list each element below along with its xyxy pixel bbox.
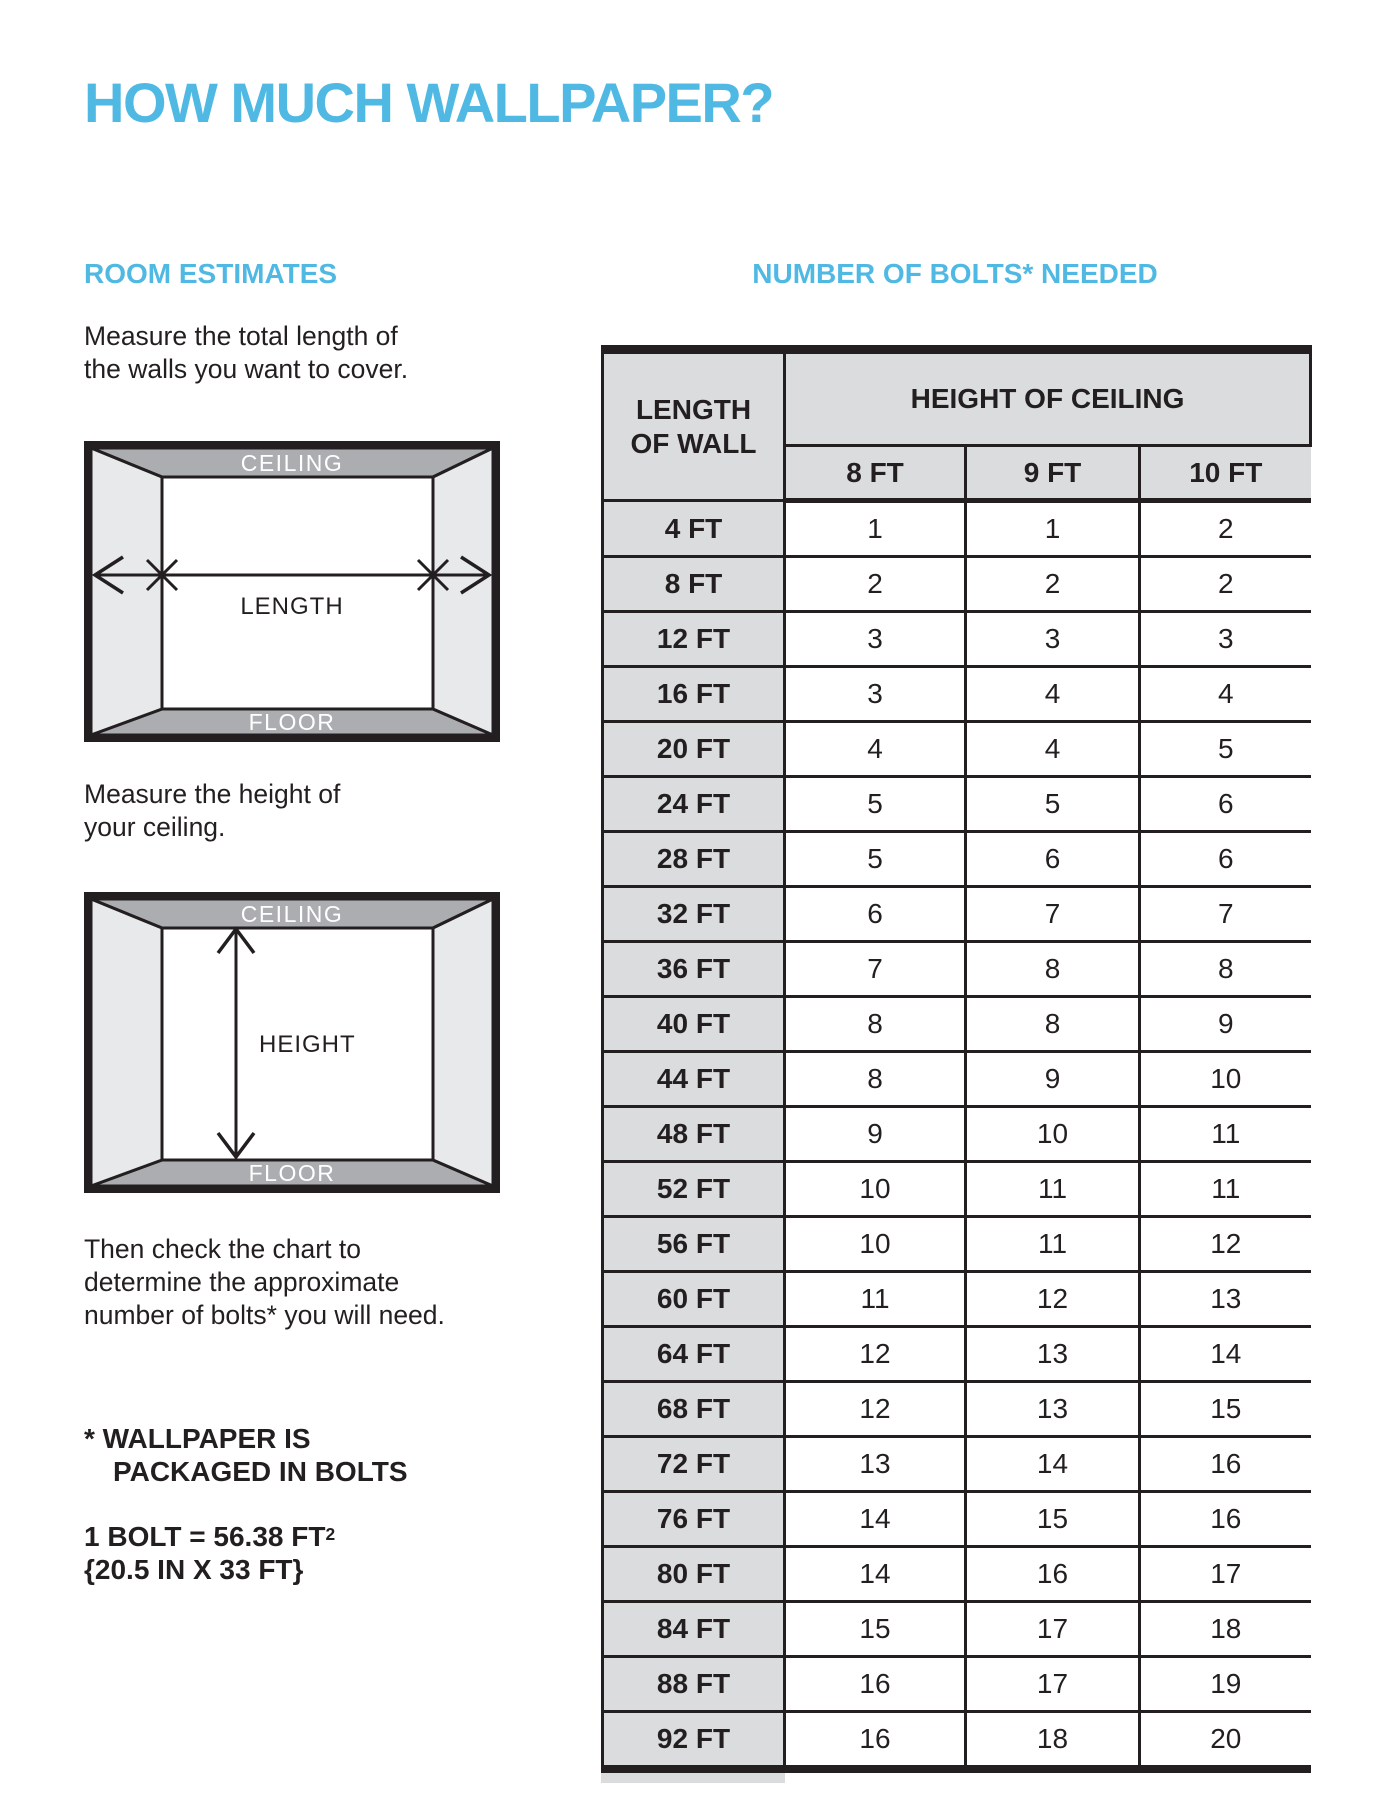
- table-row: [603, 1712, 1311, 1770]
- bolts-10ft-cell: 5: [1140, 722, 1311, 777]
- wall-length-cell: 40 FT: [603, 997, 785, 1052]
- wall-length-cell: 84 FT: [603, 1602, 785, 1657]
- bolts-9ft-cell: 17: [966, 1657, 1140, 1712]
- ceiling-label: CEILING: [240, 450, 344, 476]
- bolts-table-container: [601, 345, 1309, 1783]
- wall-length-cell: 20 FT: [603, 722, 785, 777]
- bolts-8ft-cell: 9: [785, 1107, 966, 1162]
- wall-length-cell: 52 FT: [603, 1162, 785, 1217]
- instruction-line: Measure the total length of: [84, 321, 398, 351]
- wall-length-cell: 64 FT: [603, 1327, 785, 1382]
- table-group-header-row: [603, 350, 1311, 446]
- wall-length-cell: 12 FT: [603, 612, 785, 667]
- table-row: [603, 722, 1311, 777]
- bolts-10ft-cell: 2: [1140, 557, 1311, 612]
- bolts-8ft-cell: 12: [785, 1382, 966, 1437]
- bolts-9ft-cell: 3: [966, 612, 1140, 667]
- bolts-10ft-cell: 14: [1140, 1327, 1311, 1382]
- wall-length-cell: 72 FT: [603, 1437, 785, 1492]
- wall-length-cell: 88 FT: [603, 1657, 785, 1712]
- table-row: [603, 1107, 1311, 1162]
- bolts-8ft-cell: 14: [785, 1492, 966, 1547]
- wall-length-cell: 60 FT: [603, 1272, 785, 1327]
- bolts-10ft-cell: 11: [1140, 1162, 1311, 1217]
- bolts-8ft-cell: 2: [785, 557, 966, 612]
- table-row: [603, 942, 1311, 997]
- bolts-9ft-cell: 16: [966, 1547, 1140, 1602]
- bolts-needed-heading: NUMBER OF BOLTS* NEEDED: [752, 258, 1158, 289]
- instruction-line: your ceiling.: [84, 812, 226, 842]
- bolts-9ft-cell: 14: [966, 1437, 1140, 1492]
- bolts-8ft-cell: 15: [785, 1602, 966, 1657]
- instruction-measure-height: [84, 778, 340, 844]
- bolts-9ft-cell: 13: [966, 1327, 1140, 1382]
- packaging-footnote: [84, 1422, 408, 1488]
- table-row: [603, 1547, 1311, 1602]
- instruction-line: determine the approximate: [84, 1267, 400, 1297]
- bolts-9ft-cell: 18: [966, 1712, 1140, 1770]
- bolt-size-footnote: [84, 1518, 335, 1586]
- table-body: [603, 501, 1311, 1770]
- bolts-10ft-cell: 16: [1140, 1492, 1311, 1547]
- wall-length-cell: 16 FT: [603, 667, 785, 722]
- table-row: [603, 887, 1311, 942]
- wall-length-cell: 28 FT: [603, 832, 785, 887]
- table-row: [603, 612, 1311, 667]
- bolts-8ft-cell: 10: [785, 1217, 966, 1272]
- bolts-9ft-cell: 6: [966, 832, 1140, 887]
- table-row: [603, 1272, 1311, 1327]
- bolts-10ft-cell: 15: [1140, 1382, 1311, 1437]
- bolts-8ft-cell: 3: [785, 667, 966, 722]
- bolts-8ft-cell: 11: [785, 1272, 966, 1327]
- bolts-10ft-cell: 3: [1140, 612, 1311, 667]
- bolts-9ft-cell: 11: [966, 1162, 1140, 1217]
- wall-length-cell: 44 FT: [603, 1052, 785, 1107]
- column-header-10ft: 10 FT: [1140, 446, 1311, 501]
- room-perspective-length-illustration: [84, 441, 500, 742]
- length-of-wall-header: [603, 350, 785, 501]
- wall-length-cell: 32 FT: [603, 887, 785, 942]
- column-header-8ft: 8 FT: [785, 446, 966, 501]
- table-row: [603, 1327, 1311, 1382]
- bolts-10ft-cell: 10: [1140, 1052, 1311, 1107]
- instruction-line: Then check the chart to: [84, 1234, 361, 1264]
- bolts-10ft-cell: 9: [1140, 997, 1311, 1052]
- bolts-10ft-cell: 19: [1140, 1657, 1311, 1712]
- instruction-line: the walls you want to cover.: [84, 354, 409, 384]
- bolts-9ft-cell: 13: [966, 1382, 1140, 1437]
- bolts-9ft-cell: 17: [966, 1602, 1140, 1657]
- bolts-8ft-cell: 5: [785, 777, 966, 832]
- bolts-9ft-cell: 4: [966, 722, 1140, 777]
- bolts-table: [601, 345, 1312, 1773]
- table-row: [603, 777, 1311, 832]
- bolts-9ft-cell: 11: [966, 1217, 1140, 1272]
- room-length-diagram: [84, 441, 500, 742]
- bolts-9ft-cell: 15: [966, 1492, 1140, 1547]
- table-row: [603, 1052, 1311, 1107]
- footnote-line: [84, 1518, 335, 1553]
- height-label: HEIGHT: [259, 1031, 356, 1058]
- table-row: [603, 1382, 1311, 1437]
- bolts-10ft-cell: 16: [1140, 1437, 1311, 1492]
- left-wall-surface: [91, 899, 162, 1186]
- bolts-9ft-cell: 7: [966, 887, 1140, 942]
- page-title: HOW MUCH WALLPAPER?: [84, 71, 774, 134]
- table-row: [603, 1657, 1311, 1712]
- wall-length-cell: 48 FT: [603, 1107, 785, 1162]
- wall-length-cell: 24 FT: [603, 777, 785, 832]
- bolts-10ft-cell: 6: [1140, 832, 1311, 887]
- wall-length-cell: 36 FT: [603, 942, 785, 997]
- length-label: LENGTH: [240, 593, 344, 620]
- table-row: [603, 832, 1311, 887]
- table-row: [603, 997, 1311, 1052]
- table-row: [603, 1437, 1311, 1492]
- bolt-equation-text: 1 BOLT = 56.38 FT: [84, 1521, 326, 1552]
- bolts-8ft-cell: 1: [785, 501, 966, 557]
- bolts-10ft-cell: 7: [1140, 887, 1311, 942]
- bolts-8ft-cell: 16: [785, 1657, 966, 1712]
- bolts-10ft-cell: 17: [1140, 1547, 1311, 1602]
- footnote-line: {20.5 IN X 33 FT}: [84, 1554, 304, 1585]
- room-perspective-height-illustration: [84, 892, 500, 1193]
- bolts-8ft-cell: 7: [785, 942, 966, 997]
- table-row: [603, 1492, 1311, 1547]
- bolts-10ft-cell: 18: [1140, 1602, 1311, 1657]
- bolts-8ft-cell: 16: [785, 1712, 966, 1770]
- bolts-9ft-cell: 2: [966, 557, 1140, 612]
- left-wall-surface: [91, 448, 162, 735]
- height-of-ceiling-header: HEIGHT OF CEILING: [785, 350, 1311, 446]
- table-row: [603, 1217, 1311, 1272]
- bolts-10ft-cell: 13: [1140, 1272, 1311, 1327]
- floor-label: FLOOR: [248, 1160, 336, 1186]
- table-row: [603, 667, 1311, 722]
- bolts-9ft-cell: 1: [966, 501, 1140, 557]
- bolts-9ft-cell: 10: [966, 1107, 1140, 1162]
- bolts-8ft-cell: 6: [785, 887, 966, 942]
- ceiling-label: CEILING: [240, 901, 344, 927]
- bolts-8ft-cell: 8: [785, 997, 966, 1052]
- bolts-10ft-cell: 20: [1140, 1712, 1311, 1770]
- footnote-line: * WALLPAPER IS: [84, 1423, 311, 1454]
- bolts-8ft-cell: 10: [785, 1162, 966, 1217]
- first-column-footer-tab: [601, 1773, 785, 1783]
- room-estimates-heading: ROOM ESTIMATES: [84, 258, 338, 289]
- wall-length-cell: 8 FT: [603, 557, 785, 612]
- bolts-9ft-cell: 8: [966, 997, 1140, 1052]
- wall-length-cell: 68 FT: [603, 1382, 785, 1437]
- floor-label: FLOOR: [248, 709, 336, 735]
- header-line: LENGTH: [635, 393, 752, 425]
- table-row: [603, 1602, 1311, 1657]
- bolts-9ft-cell: 8: [966, 942, 1140, 997]
- room-height-diagram: [84, 892, 500, 1193]
- bolts-9ft-cell: 5: [966, 777, 1140, 832]
- instruction-check-chart: [84, 1233, 445, 1332]
- bolts-10ft-cell: 2: [1140, 501, 1311, 557]
- table-row: [603, 557, 1311, 612]
- bolts-8ft-cell: 8: [785, 1052, 966, 1107]
- wall-length-cell: 80 FT: [603, 1547, 785, 1602]
- bolts-8ft-cell: 13: [785, 1437, 966, 1492]
- bolts-8ft-cell: 4: [785, 722, 966, 777]
- column-header-9ft: 9 FT: [966, 446, 1140, 501]
- instruction-line: Measure the height of: [84, 779, 341, 809]
- bolts-8ft-cell: 14: [785, 1547, 966, 1602]
- bolts-10ft-cell: 8: [1140, 942, 1311, 997]
- bolts-9ft-cell: 9: [966, 1052, 1140, 1107]
- bolts-10ft-cell: 11: [1140, 1107, 1311, 1162]
- table-row: [603, 1162, 1311, 1217]
- wall-length-cell: 4 FT: [603, 501, 785, 557]
- wall-length-cell: 56 FT: [603, 1217, 785, 1272]
- bolts-8ft-cell: 12: [785, 1327, 966, 1382]
- instruction-measure-length: [84, 320, 408, 386]
- bolts-8ft-cell: 3: [785, 612, 966, 667]
- bolts-8ft-cell: 5: [785, 832, 966, 887]
- bolts-10ft-cell: 6: [1140, 777, 1311, 832]
- wall-length-cell: 92 FT: [603, 1712, 785, 1770]
- bolts-9ft-cell: 12: [966, 1272, 1140, 1327]
- header-line: OF WALL: [630, 427, 757, 459]
- right-wall-surface: [433, 899, 493, 1186]
- wall-length-cell: 76 FT: [603, 1492, 785, 1547]
- instruction-line: number of bolts* you will need.: [84, 1300, 445, 1330]
- table-row: [603, 501, 1311, 557]
- squared-superscript: 2: [325, 1524, 336, 1544]
- bolts-10ft-cell: 4: [1140, 667, 1311, 722]
- bolts-10ft-cell: 12: [1140, 1217, 1311, 1272]
- footnote-line: PACKAGED IN BOLTS: [113, 1456, 408, 1487]
- bolts-9ft-cell: 4: [966, 667, 1140, 722]
